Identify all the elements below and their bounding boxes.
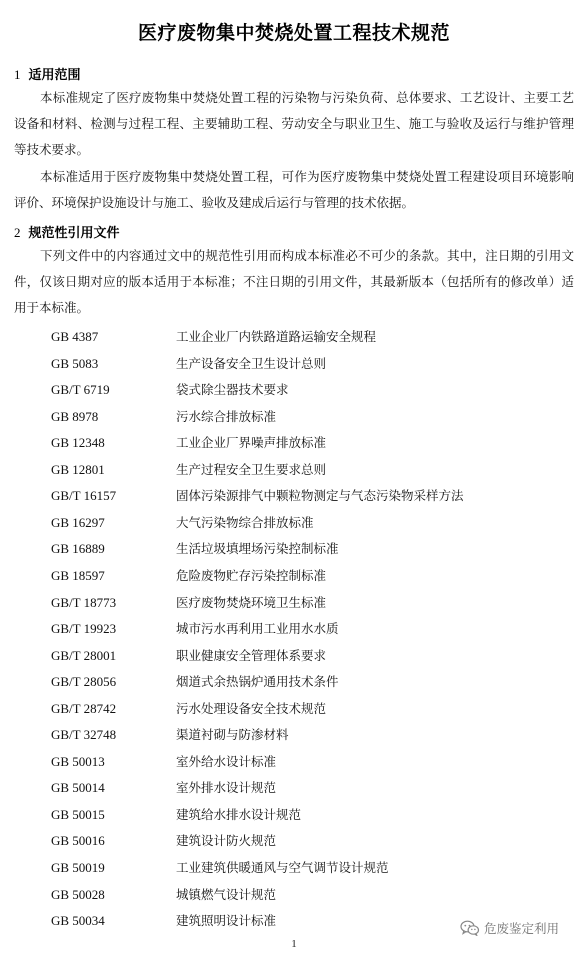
reference-code: GB 4387 xyxy=(51,329,99,344)
reference-row xyxy=(0,696,588,722)
reference-code: GB/T 32748 xyxy=(51,727,117,743)
section-1-paragraph-2: 本标准适用于医疗废物集中焚烧处置工程，可作为医疗废物集中焚烧处置工程建设项目环境影响评价、环境保护设施设计与施工、验收及建成后运行与管理的技术依据。 xyxy=(14,169,574,210)
reference-title: 生活垃圾填埋场污染控制标准 xyxy=(176,541,339,557)
reference-title: 危险废物贮存污染控制标准 xyxy=(176,567,327,583)
reference-title: 工业企业厂界噪声排放标准 xyxy=(176,435,327,451)
section-2-title: 规范性引用文件 xyxy=(28,226,120,241)
reference-title: 室外排水设计规范 xyxy=(176,780,277,796)
section-2-paragraph-1: 下列文件中的内容通过文中的规范性引用而构成本标准必不可少的条款。其中，注日期的引用文件，仅该日期对应的版本适用于本标准；不注日期的引用文件，其最新版本（包括所有的修改单）适用于本标准。 xyxy=(14,248,574,315)
reference-row xyxy=(0,882,588,908)
reference-code: GB 50015 xyxy=(51,806,105,822)
reference-row xyxy=(0,404,588,430)
reference-row xyxy=(0,483,588,509)
reference-code: GB 12348 xyxy=(51,435,105,451)
reference-title: 建筑照明设计标准 xyxy=(176,913,277,929)
reference-title: 工业建筑供暖通风与空气调节设计规范 xyxy=(176,860,389,875)
reference-row xyxy=(0,643,588,669)
reference-row xyxy=(0,775,588,801)
section-2-number: 2 xyxy=(14,225,21,240)
reference-code: GB/T 19923 xyxy=(51,621,117,637)
reference-title: 建筑设计防火规范 xyxy=(176,833,277,849)
reference-code: GB/T 18773 xyxy=(51,594,117,610)
watermark-text: 危废鉴定利用 xyxy=(484,921,560,936)
document-title: 医疗废物集中焚烧处置工程技术规范 xyxy=(137,22,450,44)
reference-code: GB 50034 xyxy=(51,913,105,929)
reference-row xyxy=(0,457,588,483)
reference-code: GB/T 6719 xyxy=(51,382,110,398)
section-1-number: 1 xyxy=(14,67,21,82)
reference-title: 污水综合排放标准 xyxy=(176,408,277,424)
reference-title: 烟道式余热锅炉通用技术条件 xyxy=(176,674,339,690)
reference-code: GB/T 16157 xyxy=(51,488,117,504)
reference-title: 医疗废物焚烧环境卫生标准 xyxy=(176,594,327,610)
reference-code: GB 16889 xyxy=(51,541,105,557)
reference-title: 生产过程安全卫生要求总则 xyxy=(176,461,327,477)
reference-code: GB/T 28056 xyxy=(51,674,117,690)
reference-code: GB 50014 xyxy=(51,780,105,796)
reference-code: GB 50016 xyxy=(51,833,105,849)
reference-row xyxy=(0,430,588,456)
reference-title: 工业企业厂内铁路道路运输安全规程 xyxy=(176,329,377,344)
reference-code: GB 18597 xyxy=(51,567,105,583)
reference-title: 渠道衬砌与防渗材料 xyxy=(176,727,289,743)
reference-code: GB 16297 xyxy=(51,514,105,530)
reference-code: GB 8978 xyxy=(51,408,99,424)
reference-title: 建筑给水排水设计规范 xyxy=(176,806,302,822)
reference-row xyxy=(0,510,588,536)
reference-row xyxy=(0,351,588,377)
reference-code: GB 50019 xyxy=(51,860,105,875)
reference-code: GB 50013 xyxy=(51,753,105,769)
reference-row xyxy=(0,563,588,589)
reference-code: GB 12801 xyxy=(51,461,105,477)
wechat-icon xyxy=(460,920,480,936)
reference-title: 大气污染物综合排放标准 xyxy=(176,514,314,530)
reference-code: GB 5083 xyxy=(51,355,99,371)
reference-row xyxy=(0,616,588,642)
reference-row xyxy=(0,828,588,854)
reference-code: GB 50028 xyxy=(51,886,105,902)
reference-title: 室外给水设计标准 xyxy=(176,753,277,769)
reference-row xyxy=(0,377,588,403)
reference-row xyxy=(0,536,588,562)
reference-title: 袋式除尘器技术要求 xyxy=(176,382,289,398)
section-1-title: 适用范围 xyxy=(28,68,81,83)
reference-row xyxy=(0,802,588,828)
reference-row xyxy=(0,590,588,616)
reference-row xyxy=(0,749,588,775)
section-1-heading xyxy=(14,64,81,83)
section-2-heading xyxy=(14,222,120,241)
reference-code: GB/T 28001 xyxy=(51,647,117,663)
reference-title: 城市污水再利用工业用水水质 xyxy=(176,621,339,637)
reference-row xyxy=(0,324,588,350)
reference-row xyxy=(0,669,588,695)
reference-row xyxy=(0,722,588,748)
watermark xyxy=(460,919,559,937)
page-number: 1 xyxy=(291,938,297,950)
reference-code: GB/T 28742 xyxy=(51,700,117,716)
reference-title: 城镇燃气设计规范 xyxy=(176,886,277,902)
reference-row xyxy=(0,855,588,881)
section-1-paragraph-1: 本标准规定了医疗废物集中焚烧处置工程的污染物与污染负荷、总体要求、工艺设计、主要工艺设备和材料、检测与过程工程、主要辅助工程、劳动安全与职业卫生、施工与验收及运行与维护管理等技术要求。 xyxy=(14,90,574,157)
reference-title: 职业健康安全管理体系要求 xyxy=(176,647,327,663)
reference-title: 生产设备安全卫生设计总则 xyxy=(176,355,327,371)
reference-title: 污水处理设备安全技术规范 xyxy=(176,700,327,716)
reference-title: 固体污染源排气中颗粒物测定与气态污染物采样方法 xyxy=(176,488,464,504)
